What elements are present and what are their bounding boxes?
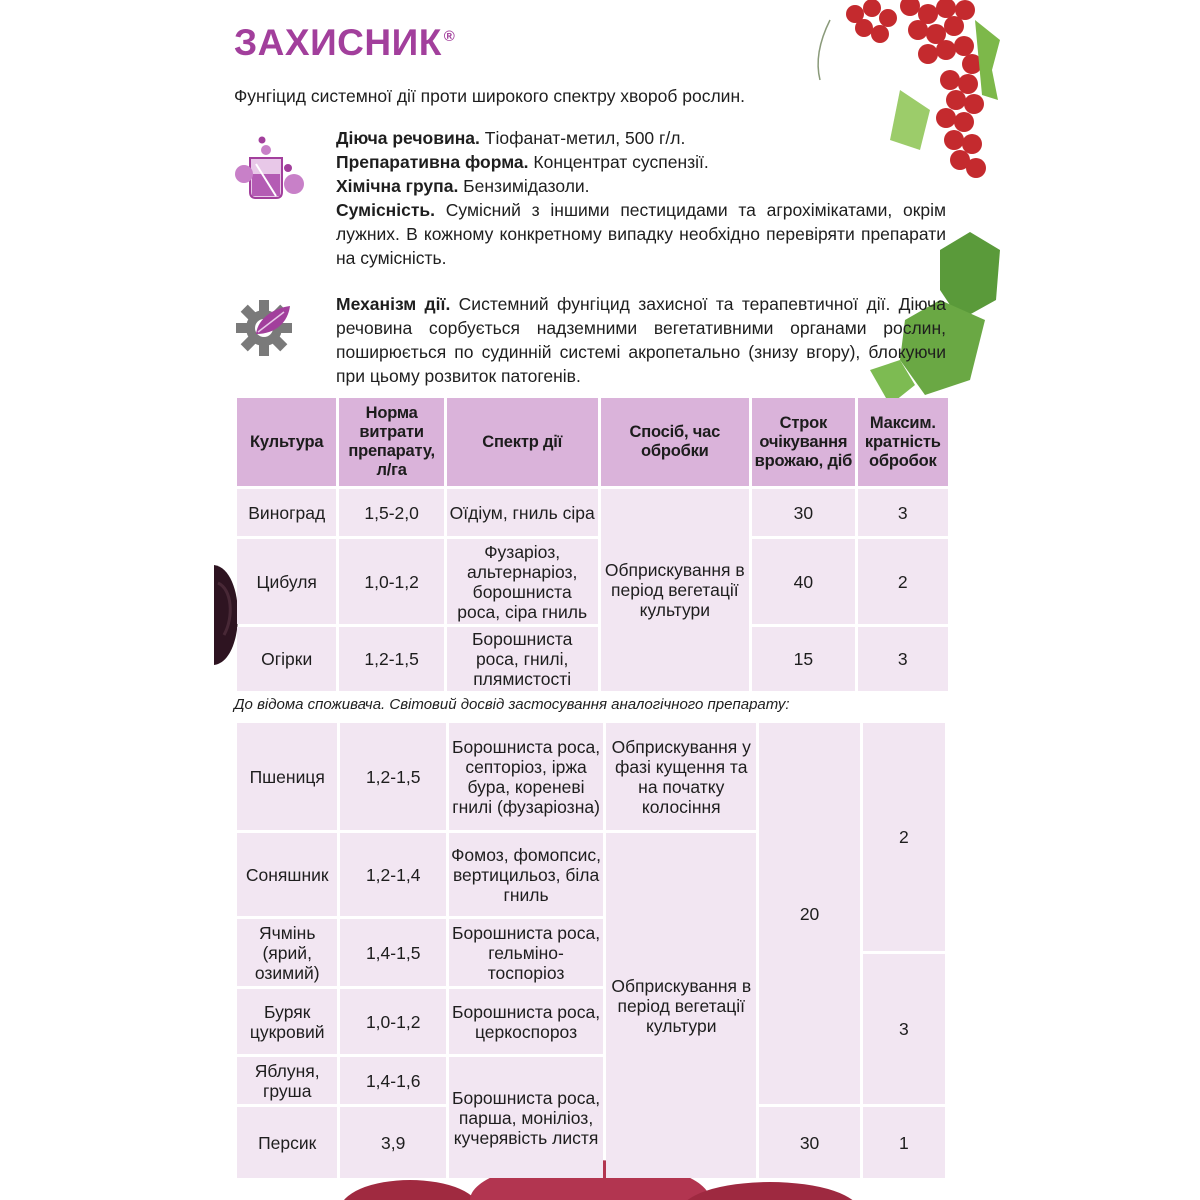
crop-cell: Соняшник (237, 833, 337, 916)
max-treatments-cell: 3 (858, 627, 948, 691)
crop-cell: Яблуня, груша (237, 1057, 337, 1104)
spectrum-cell: Фомоз, фомопсис, вертицильоз, біла гниль (449, 833, 603, 916)
header-max-treatments: Максим. кратність обробок (858, 398, 948, 486)
max-treatments-cell: 2 (863, 723, 945, 951)
mechanism-of-action (336, 292, 946, 388)
max-treatments-cell: 3 (858, 489, 948, 536)
spectrum-cell: Фузаріоз, альтернаріоз, борошниста роса, сіра гниль (447, 539, 598, 624)
crop-cell: Огірки (237, 627, 336, 691)
compatibility-value: Сумісний з іншими пестицидами та агрохімікатами, окрім лужних. В кожному конкретному випадку необхідно перевіряти препарати на сумісність. (336, 200, 946, 268)
spectrum-cell: Борошниста роса, септоріоз, іржа бура, кореневі гнилі (фузаріозна) (449, 723, 603, 830)
product-title (234, 22, 455, 64)
rate-cell: 1,0-1,2 (339, 539, 443, 624)
header-rate: Норма витрати препарату, л/га (339, 398, 443, 486)
table-row (237, 539, 948, 624)
method-cell: Обприскування в період вегетації культури (606, 833, 756, 1178)
rate-cell: 3,9 (340, 1107, 446, 1178)
compatibility-label: Сумісність. (336, 200, 436, 220)
formulation-label: Препаративна форма. (336, 152, 529, 172)
registered-mark: ® (443, 28, 456, 45)
method-cell: Обприскування в період вегетації культури (601, 489, 750, 691)
spectrum-cell: Оїдіум, гниль сіра (447, 489, 598, 536)
spectrum-cell: Борошниста роса, парша, моніліоз, кучерявість листя (449, 1057, 603, 1178)
waiting-period-cell: 30 (752, 489, 854, 536)
active-substance-value: Тіофанат-метил, 500 г/л. (479, 128, 686, 148)
chemical-group (336, 174, 946, 198)
max-treatments-cell: 2 (858, 539, 948, 624)
consumer-note: До відома споживача. Світовий досвід застосування аналогічного препарату: (234, 696, 790, 713)
compatibility (336, 198, 946, 270)
formulation-value: Концентрат суспензії. (528, 152, 709, 172)
rate-cell: 1,4-1,6 (340, 1057, 446, 1104)
usage-table-registered (234, 395, 951, 694)
active-substance-label: Діюча речовина. (336, 128, 480, 148)
header-waiting-period: Строк очікування врожаю, діб (752, 398, 854, 486)
formulation (336, 150, 946, 174)
usage-table-worldwide (234, 720, 948, 1181)
spectrum-cell: Борошниста роса, гнилі, плямистості (447, 627, 598, 691)
header-method: Спосіб, час обробки (601, 398, 750, 486)
rate-cell: 1,2-1,5 (339, 627, 443, 691)
rate-cell: 1,2-1,5 (340, 723, 446, 830)
spectrum-cell: Борошниста роса, гельміно-тоспоріоз (449, 919, 603, 986)
active-substance (336, 126, 946, 150)
waiting-period-cell: 40 (752, 539, 854, 624)
rate-cell: 1,5-2,0 (339, 489, 443, 536)
table-row (237, 627, 948, 691)
gear-leaf-icon (234, 298, 294, 358)
rate-cell: 1,4-1,5 (340, 919, 446, 986)
waiting-period-cell: 30 (759, 1107, 859, 1178)
crop-cell: Персик (237, 1107, 337, 1178)
crop-cell: Цибуля (237, 539, 336, 624)
waiting-period-cell: 20 (759, 723, 859, 1104)
table-row (237, 489, 948, 536)
rate-cell: 1,0-1,2 (340, 989, 446, 1054)
rate-cell: 1,2-1,4 (340, 833, 446, 916)
mechanism-label: Механізм дії. (336, 294, 451, 314)
max-treatments-cell: 3 (863, 954, 945, 1104)
chemical-group-value: Бензимідазоли. (458, 176, 590, 196)
max-treatments-cell: 1 (863, 1107, 945, 1178)
crop-cell: Виноград (237, 489, 336, 536)
product-properties (336, 126, 946, 270)
mechanism-text: Системний фунгіцид захисної та терапевтичної дії. Діюча речовина сорбується надземними вегетативними органами рослин, поширюється по судинній системі акропетально (знизу вгору), блокуючи при цьому розвиток патогенів. (336, 294, 946, 386)
waiting-period-cell: 15 (752, 627, 854, 691)
header-spectrum: Спектр дії (447, 398, 598, 486)
method-cell: Обприскування у фазі кущення та на початку колосіння (606, 723, 756, 830)
crop-cell: Ячмінь (ярий, озимий) (237, 919, 337, 986)
header-crop: Культура (237, 398, 336, 486)
crop-cell: Пшениця (237, 723, 337, 830)
table-row (237, 723, 945, 775)
chemical-group-label: Хімічна група. (336, 176, 459, 196)
crop-cell: Буряк цукровий (237, 989, 337, 1054)
chemistry-flask-icon (234, 134, 310, 204)
title-text: ЗАХИСНИК (234, 22, 442, 63)
spectrum-cell: Борошниста роса, церкоспороз (449, 989, 603, 1054)
product-subtitle: Фунгіцид системної дії проти широкого спектру хвороб рослин. (234, 86, 745, 106)
